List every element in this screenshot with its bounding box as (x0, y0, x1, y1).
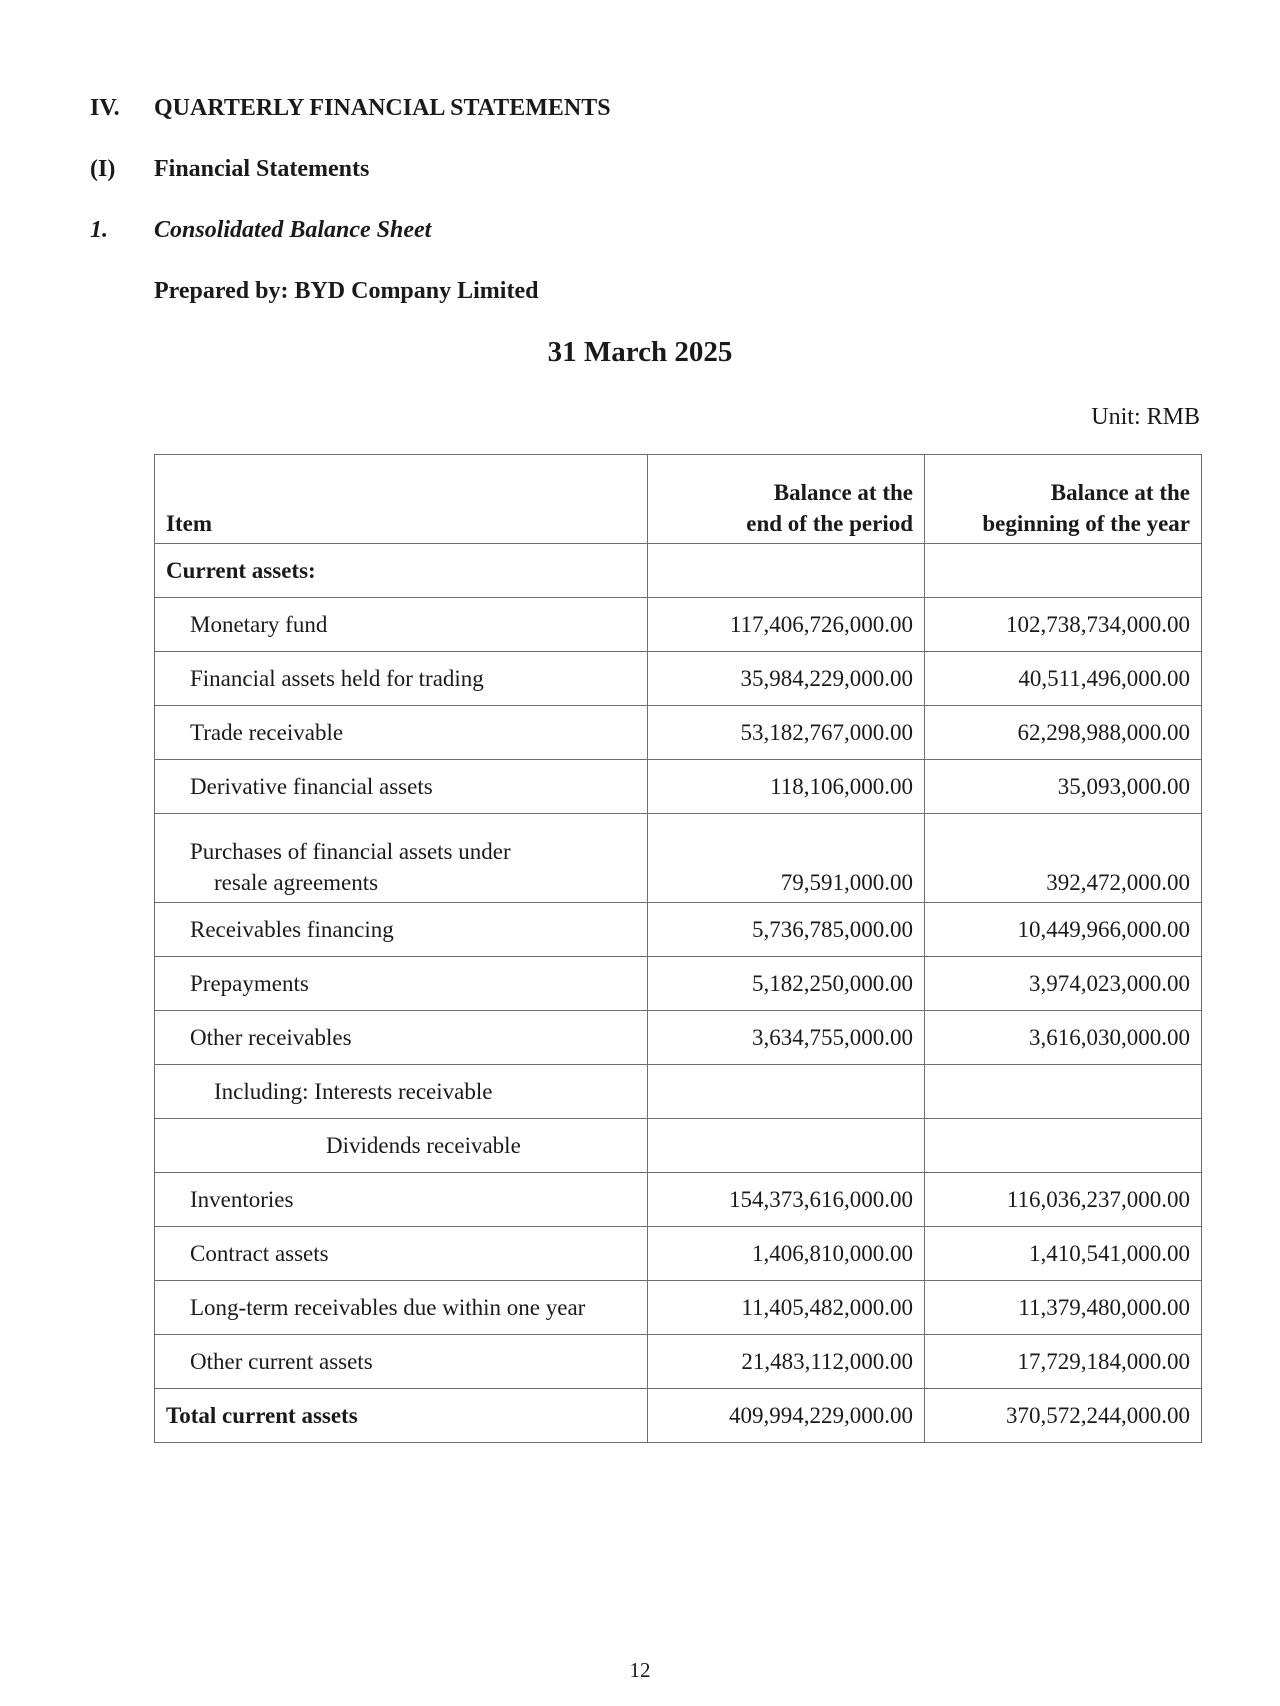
row-begin-value: 10,449,966,000.00 (925, 903, 1202, 957)
row-begin-value (925, 544, 1202, 598)
row-begin-value: 3,974,023,000.00 (925, 957, 1202, 1011)
row-item: Total current assets (155, 1389, 648, 1443)
unit-label: Unit: RMB (1091, 404, 1200, 430)
row-end-value: 5,182,250,000.00 (648, 957, 925, 1011)
row-end-value: 3,634,755,000.00 (648, 1011, 925, 1065)
row-begin-value: 17,729,184,000.00 (925, 1335, 1202, 1389)
row-end-value (648, 1119, 925, 1173)
row-begin-value: 11,379,480,000.00 (925, 1281, 1202, 1335)
row-item: Inventories (155, 1173, 648, 1227)
table-total-row (155, 1389, 1202, 1443)
row-item-line1: Purchases of financial assets under (190, 839, 511, 864)
prepared-by: Prepared by: BYD Company Limited (154, 278, 539, 304)
row-begin-value: 40,511,496,000.00 (925, 652, 1202, 706)
row-end-value: 117,406,726,000.00 (648, 598, 925, 652)
table-row (155, 652, 1202, 706)
table-row (155, 1227, 1202, 1281)
row-item (155, 814, 648, 903)
row-item: Dividends receivable (155, 1119, 648, 1173)
row-item: Financial assets held for trading (155, 652, 648, 706)
row-item: Derivative financial assets (155, 760, 648, 814)
row-begin-value: 62,298,988,000.00 (925, 706, 1202, 760)
item-header-label: Item (166, 511, 212, 536)
row-end-value (648, 544, 925, 598)
row-begin-value: 35,093,000.00 (925, 760, 1202, 814)
table-row (155, 598, 1202, 652)
row-item: Contract assets (155, 1227, 648, 1281)
row-end-value: 79,591,000.00 (648, 814, 925, 903)
row-begin-value: 102,738,734,000.00 (925, 598, 1202, 652)
row-item: Prepayments (155, 957, 648, 1011)
balance-sheet-table (154, 454, 1202, 1443)
end-period-header-line2: end of the period (746, 511, 913, 536)
row-begin-value: 370,572,244,000.00 (925, 1389, 1202, 1443)
row-end-value: 53,182,767,000.00 (648, 706, 925, 760)
row-end-value: 21,483,112,000.00 (648, 1335, 925, 1389)
begin-year-header-line2: beginning of the year (982, 511, 1190, 536)
row-begin-value: 392,472,000.00 (925, 814, 1202, 903)
table-row (155, 760, 1202, 814)
section-number: IV. (90, 95, 120, 121)
table-row (155, 1119, 1202, 1173)
row-end-value: 5,736,785,000.00 (648, 903, 925, 957)
statement-number: 1. (90, 217, 108, 243)
row-item: Other current assets (155, 1335, 648, 1389)
row-begin-value: 3,616,030,000.00 (925, 1011, 1202, 1065)
report-date: 31 March 2025 (547, 336, 733, 368)
table-row (155, 1065, 1202, 1119)
subsection-title: Financial Statements (154, 156, 370, 182)
row-begin-value (925, 1065, 1202, 1119)
table-row (155, 1011, 1202, 1065)
begin-year-header-line1: Balance at the (1050, 480, 1190, 505)
table-row (155, 706, 1202, 760)
row-end-value: 154,373,616,000.00 (648, 1173, 925, 1227)
row-begin-value: 1,410,541,000.00 (925, 1227, 1202, 1281)
page-number: 12 (629, 1658, 651, 1682)
row-item: Monetary fund (155, 598, 648, 652)
row-item: Current assets: (155, 544, 648, 598)
table-row (155, 1281, 1202, 1335)
row-begin-value (925, 1119, 1202, 1173)
table-row (155, 957, 1202, 1011)
table-header-row (155, 455, 1202, 544)
section-title: QUARTERLY FINANCIAL STATEMENTS (154, 95, 611, 121)
row-begin-value: 116,036,237,000.00 (925, 1173, 1202, 1227)
statement-title: Consolidated Balance Sheet (154, 217, 432, 243)
begin-year-column-header (925, 455, 1202, 544)
subsection-number: (I) (90, 156, 116, 182)
table-row (155, 1173, 1202, 1227)
row-item: Including: Interests receivable (155, 1065, 648, 1119)
row-end-value: 409,994,229,000.00 (648, 1389, 925, 1443)
row-end-value: 35,984,229,000.00 (648, 652, 925, 706)
item-column-header (155, 455, 648, 544)
row-end-value: 11,405,482,000.00 (648, 1281, 925, 1335)
row-end-value: 118,106,000.00 (648, 760, 925, 814)
row-item: Trade receivable (155, 706, 648, 760)
table-row (155, 1335, 1202, 1389)
end-period-header-line1: Balance at the (773, 480, 913, 505)
table-row (155, 544, 1202, 598)
table-row (155, 814, 1202, 903)
table-row (155, 903, 1202, 957)
row-end-value (648, 1065, 925, 1119)
row-item: Other receivables (155, 1011, 648, 1065)
row-item: Long-term receivables due within one year (155, 1281, 648, 1335)
row-item-line2: resale agreements (214, 870, 379, 895)
row-item: Receivables financing (155, 903, 648, 957)
row-end-value: 1,406,810,000.00 (648, 1227, 925, 1281)
end-period-column-header (648, 455, 925, 544)
